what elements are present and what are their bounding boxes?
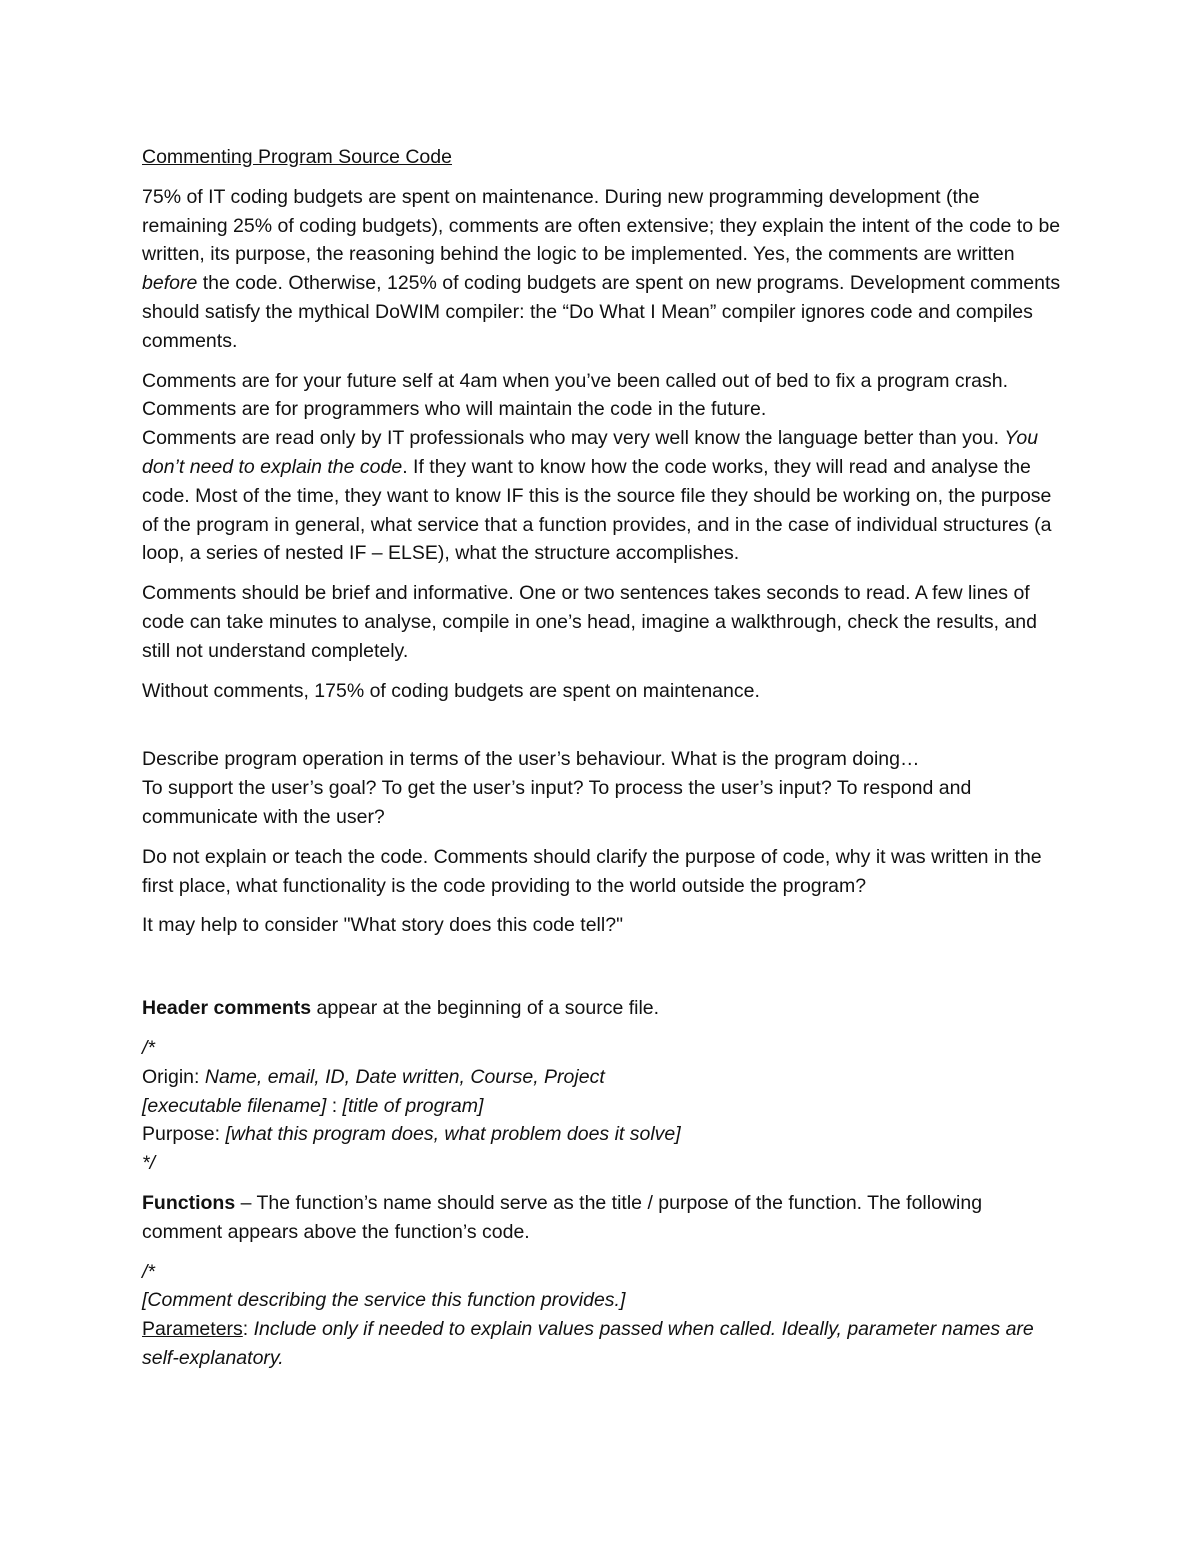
executable-line: [executable filename] : [title of program]: [142, 1094, 484, 1117]
functions-heading: Functions – The function’s name should serve as the title / purpose of the function. The following comment appears above the function’s code.: [142, 1191, 983, 1243]
header-comment-block: [142, 1034, 1062, 1178]
paragraph-without-comments: Without comments, 175% of coding budgets are spent on maintenance.: [142, 679, 760, 702]
paragraph-brief: Comments should be brief and informative. One or two sentences takes seconds to read. A few lines of code can take minutes to analyse, compile in one’s head, imagine a walkthrough, check the results, and still not understand completely.: [142, 582, 1038, 662]
line-it-professionals: Comments are read only by IT professionals who may very well know the language better than you. You don’t need to explain the code. If they want to know how the code works, they will read and analyse the code. Most of the time, they want to know IF this is the source file they should be working on, the purpose of the program in general, what service that a function provides, and in the case of individual structures (a loop, a series of nested IF – ELSE), what the structure accomplishes.: [142, 427, 1052, 565]
line-future-self: Comments are for your future self at 4am when you’ve been called out of bed to fix a program crash.: [142, 369, 1009, 392]
emphasis-before: before: [142, 272, 198, 295]
line-maintainers: Comments are for programmers who will maintain the code in the future.: [142, 398, 767, 421]
comment-open: /*: [142, 1036, 156, 1059]
line-user-goal: To support the user’s goal? To get the user’s input? To process the user’s input? To respond and communicate with the user?: [142, 777, 972, 828]
parameters-label: Parameters: [142, 1318, 243, 1341]
header-comments-heading: Header comments appear at the beginning of a source file.: [142, 997, 660, 1020]
function-describe-line: [Comment describing the service this function provides.]: [142, 1289, 626, 1312]
document-title: Commenting Program Source Code: [142, 146, 452, 168]
document-page: [142, 143, 1062, 1373]
parameters-line: Parameters: Include only if needed to explain values passed when called. Ideally, parameter names are self-explanatory.: [142, 1318, 1034, 1369]
paragraph-story: It may help to consider "What story does this code tell?": [142, 914, 623, 937]
line-describe-operation: Describe program operation in terms of the user’s behaviour. What is the program doing…: [142, 748, 920, 771]
paragraph-user-behaviour: [142, 745, 1062, 831]
function-comment-open: /*: [142, 1260, 156, 1283]
paragraph-audience: [142, 367, 1062, 569]
comment-close: */: [142, 1152, 156, 1175]
paragraph-do-not-teach: Do not explain or teach the code. Comments should clarify the purpose of code, why it was written in the first place, what functionality is the code providing to the world outside the program?: [142, 845, 1042, 897]
function-comment-block: [142, 1258, 1062, 1373]
purpose-line: Purpose: [what this program does, what problem does it solve]: [142, 1123, 681, 1146]
origin-line: Origin: Name, email, ID, Date written, Course, Project: [142, 1065, 605, 1088]
paragraph-maintenance-budget: 75% of IT coding budgets are spent on maintenance. During new programming development (the remaining 25% of coding budgets), comments are often extensive; they explain the intent of the code to be written, its purpose, the reasoning behind the logic to be implemented. Yes, the comments are written before the code. Otherwise, 125% of coding budgets are spent on new programs. Development comments should satisfy the mythical DoWIM compiler: the “Do What I Mean” compiler ignores code and compiles comments.: [142, 185, 1061, 352]
emphasis-no-explain: You don’t need to explain the code: [142, 427, 1039, 478]
